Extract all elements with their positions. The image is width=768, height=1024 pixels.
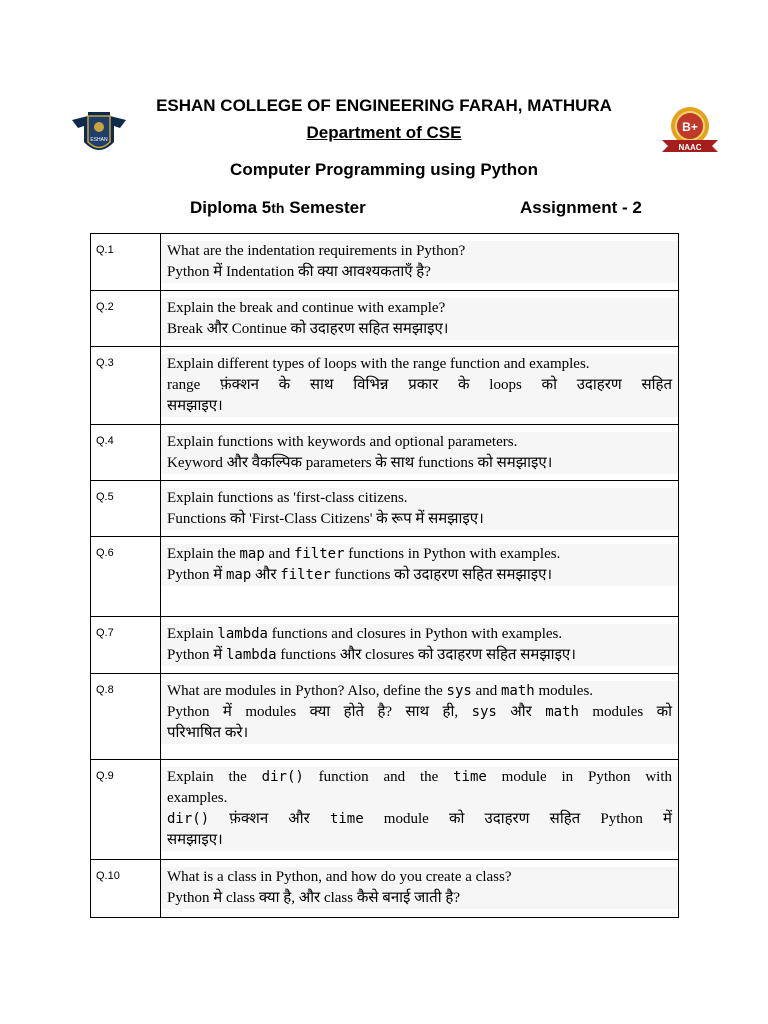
question-text: Explain different types of loops with the range function and examples. range फ़ंक्शन के साथ विभिन्न प्रकार के loops को उदाहरण सहित समझाइए।: [161, 347, 679, 425]
department-name: Department of CSE: [306, 123, 462, 142]
question-row: [91, 860, 679, 918]
semester-label: Diploma 5th Semester: [190, 198, 366, 217]
college-name: ESHAN COLLEGE OF ENGINEERING FARAH, MATHURA: [156, 96, 612, 115]
question-text: What are modules in Python? Also, define the sys and math modules. Python में modules क्या होते है? साथ ही, sys और math modules को परिभाषित करे।: [161, 674, 679, 760]
question-row: [91, 537, 679, 617]
question-row: [91, 425, 679, 481]
question-number: Q.7: [91, 617, 161, 674]
svg-text:NAAC: NAAC: [678, 143, 702, 152]
question-row: [91, 234, 679, 291]
question-row: [91, 617, 679, 674]
question-text: Explain the dir() function and the time module in Python with examples. dir() फ़ंक्शन और time module को उदाहरण सहित Python में समझाइए।: [161, 760, 679, 860]
question-row: [91, 760, 679, 860]
question-number: Q.4: [91, 425, 161, 481]
question-row: [91, 481, 679, 537]
question-number: Q.3: [91, 347, 161, 425]
svg-text:B+: B+: [682, 120, 698, 134]
question-text: What is a class in Python, and how do you create a class? Python मे class क्या है, और class कैसे बनाई जाती है?: [161, 860, 679, 918]
question-number: Q.2: [91, 291, 161, 347]
questions-table: [90, 233, 679, 918]
question-number: Q.5: [91, 481, 161, 537]
question-number: Q.10: [91, 860, 161, 918]
question-text: Explain the map and filter functions in Python with examples. Python में map और filter functions को उदाहरण सहित समझाइए।: [161, 537, 679, 617]
question-row: [91, 674, 679, 760]
assignment-label: Assignment - 2: [520, 198, 642, 217]
question-number: Q.9: [91, 760, 161, 860]
svg-text:ESHAN: ESHAN: [90, 137, 108, 143]
question-number: Q.8: [91, 674, 161, 760]
question-row: [91, 291, 679, 347]
question-number: Q.6: [91, 537, 161, 617]
question-text: Explain functions as 'first-class citizens. Functions को 'First-Class Citizens' के रूप में समझाइए।: [161, 481, 679, 537]
question-row: [91, 347, 679, 425]
question-text: Explain functions with keywords and optional parameters. Keyword और वैकल्पिक parameters के साथ functions को समझाइए।: [161, 425, 679, 481]
question-number: Q.1: [91, 234, 161, 291]
course-title: Computer Programming using Python: [230, 160, 538, 179]
question-text: Explain the break and continue with example? Break और Continue को उदाहरण सहित समझाइए।: [161, 291, 679, 347]
question-text: What are the indentation requirements in Python? Python में Indentation की क्या आवश्यकताएँ है?: [161, 234, 679, 291]
question-text: Explain lambda functions and closures in Python with examples. Python में lambda functions और closures को उदाहरण सहित समझाइए।: [161, 617, 679, 674]
